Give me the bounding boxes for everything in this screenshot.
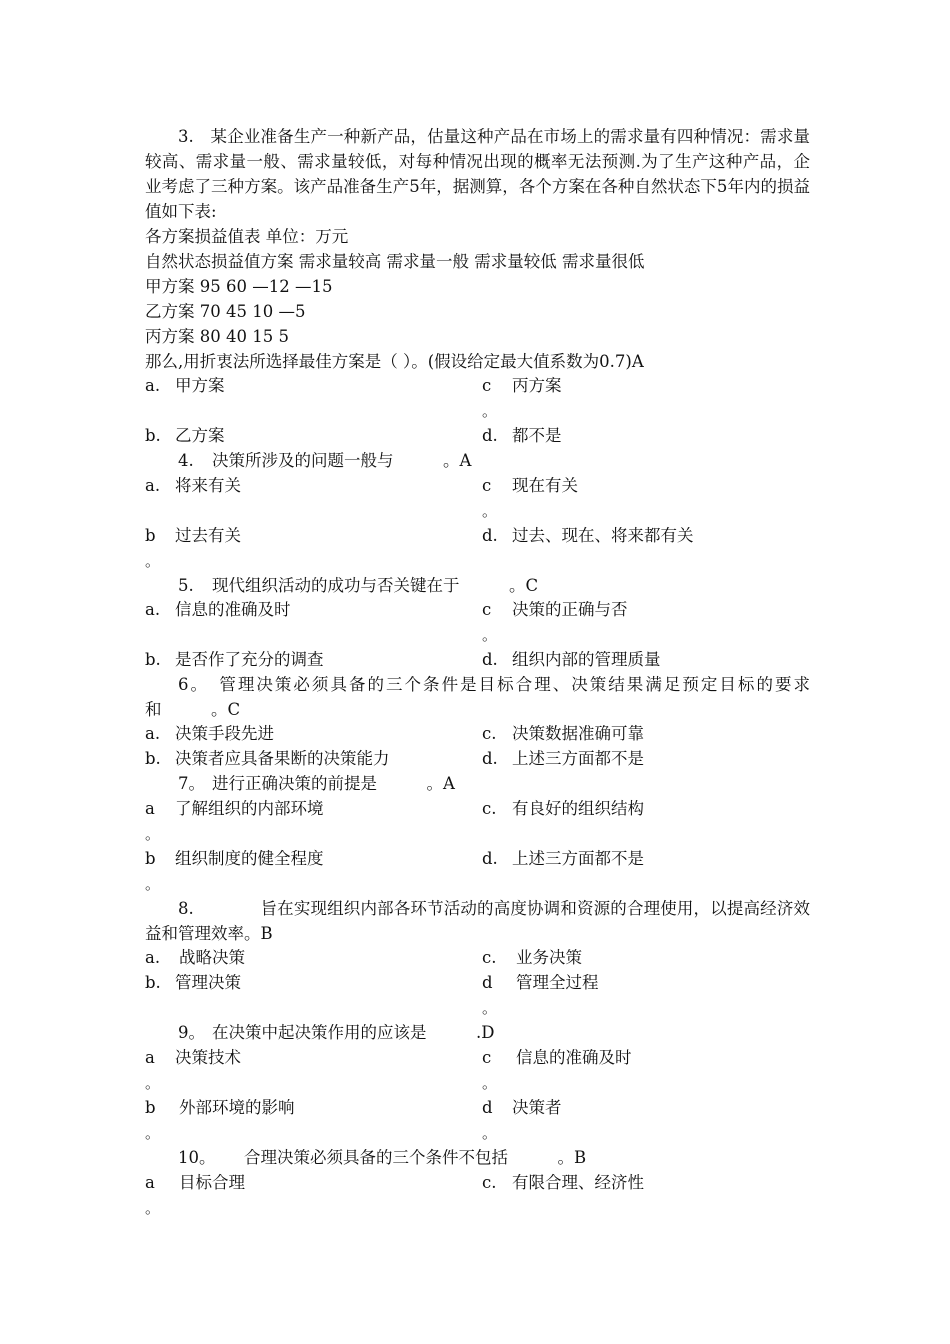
option-c: c. 有良好的组织结构: [482, 799, 644, 818]
option-c: c. 决策数据准确可靠: [482, 724, 644, 743]
question-3-prompt: 那么,用折衷法所选择最佳方案是（ ）。(假设给定最大值系数为0.7)A: [145, 352, 644, 371]
option-d: d. 都不是: [482, 426, 562, 445]
option-c: c 决策的正确与否: [482, 600, 628, 619]
option-b: b 过去有关: [145, 526, 241, 545]
option-d: d. 上述三方面都不是: [482, 749, 644, 768]
option-d: d. 上述三方面都不是: [482, 849, 644, 868]
option-dot: 。: [145, 1199, 161, 1217]
question-6: 6。 管理决策必须具备的三个条件是目标合理、决策结果满足预定目标的要求和 。C: [145, 675, 810, 719]
option-d: d. 过去、现在、将来都有关: [482, 526, 694, 545]
question-4: 4. 决策所涉及的问题一般与 。A: [178, 451, 472, 470]
question-8: 8. 旨在实现组织内部各环节活动的高度协调和资源的合理使用，以提高经济效益和管理效率。B: [145, 899, 810, 943]
option-a: a. 战略决策: [145, 948, 245, 967]
table-row: 甲方案 95 60 —12 —15: [145, 277, 333, 296]
option-d: d. 组织内部的管理质量: [482, 650, 661, 669]
option-a: a 决策技术: [145, 1048, 241, 1067]
option-dot: 。: [482, 402, 498, 420]
option-a: a 目标合理: [145, 1173, 245, 1192]
option-d: d 管理全过程: [482, 973, 599, 992]
table-row: 丙方案 80 40 15 5: [145, 327, 289, 346]
question-3-text: 3. 某企业准备生产一种新产品，估量这种产品在市场上的需求量有四种情况：需求量较高、需求量一般、需求量较低，对每种情况出现的概率无法预测.为了生产这种产品，企业考虑了三种方案。该产品准备生产5年，据测算，各个方案在各种自然状态下5年内的损益值如下表:: [145, 127, 810, 221]
option-dot: 。: [145, 875, 161, 893]
question-9: 9。 在决策中起决策作用的应该是 .D: [178, 1023, 495, 1042]
option-a: a. 决策手段先进: [145, 724, 274, 743]
question-7: 7。 进行正确决策的前提是 。A: [178, 774, 455, 793]
option-b: b. 是否作了充分的调查: [145, 650, 324, 669]
option-dot: 。: [482, 999, 498, 1017]
option-a: a 了解组织的内部环境: [145, 799, 324, 818]
option-b: b 组织制度的健全程度: [145, 849, 324, 868]
option-c: c 丙方案: [482, 376, 562, 395]
table-title: 各方案损益值表 单位：万元: [145, 227, 349, 246]
option-c: c 信息的准确及时: [482, 1048, 632, 1067]
option-dot: 。: [482, 502, 498, 520]
option-b: b. 管理决策: [145, 973, 241, 992]
option-dot: 。: [482, 626, 498, 644]
table-row: 乙方案 70 45 10 —5: [145, 302, 306, 321]
option-b: b 外部环境的影响: [145, 1098, 295, 1117]
option-d: d 决策者: [482, 1098, 562, 1117]
option-dot: 。: [482, 1124, 498, 1142]
option-dot: 。: [145, 552, 161, 570]
option-c: c. 业务决策: [482, 948, 582, 967]
option-b: b. 乙方案: [145, 426, 225, 445]
option-dot: 。: [482, 1074, 498, 1092]
option-dot: 。: [145, 1074, 161, 1092]
option-c: c 现在有关: [482, 476, 578, 495]
option-c: c. 有限合理、经济性: [482, 1173, 644, 1192]
option-a: a. 将来有关: [145, 476, 241, 495]
option-dot: 。: [145, 1124, 161, 1142]
option-b: b. 决策者应具备果断的决策能力: [145, 749, 390, 768]
option-a: a. 甲方案: [145, 376, 225, 395]
question-10: 10。 合理决策必须具备的三个条件不包括 。B: [178, 1148, 587, 1167]
table-header: 自然状态损益值方案 需求量较高 需求量一般 需求量较低 需求量很低: [145, 252, 645, 271]
question-5: 5. 现代组织活动的成功与否关键在于 。C: [178, 576, 539, 595]
option-a: a. 信息的准确及时: [145, 600, 291, 619]
option-dot: 。: [145, 825, 161, 843]
